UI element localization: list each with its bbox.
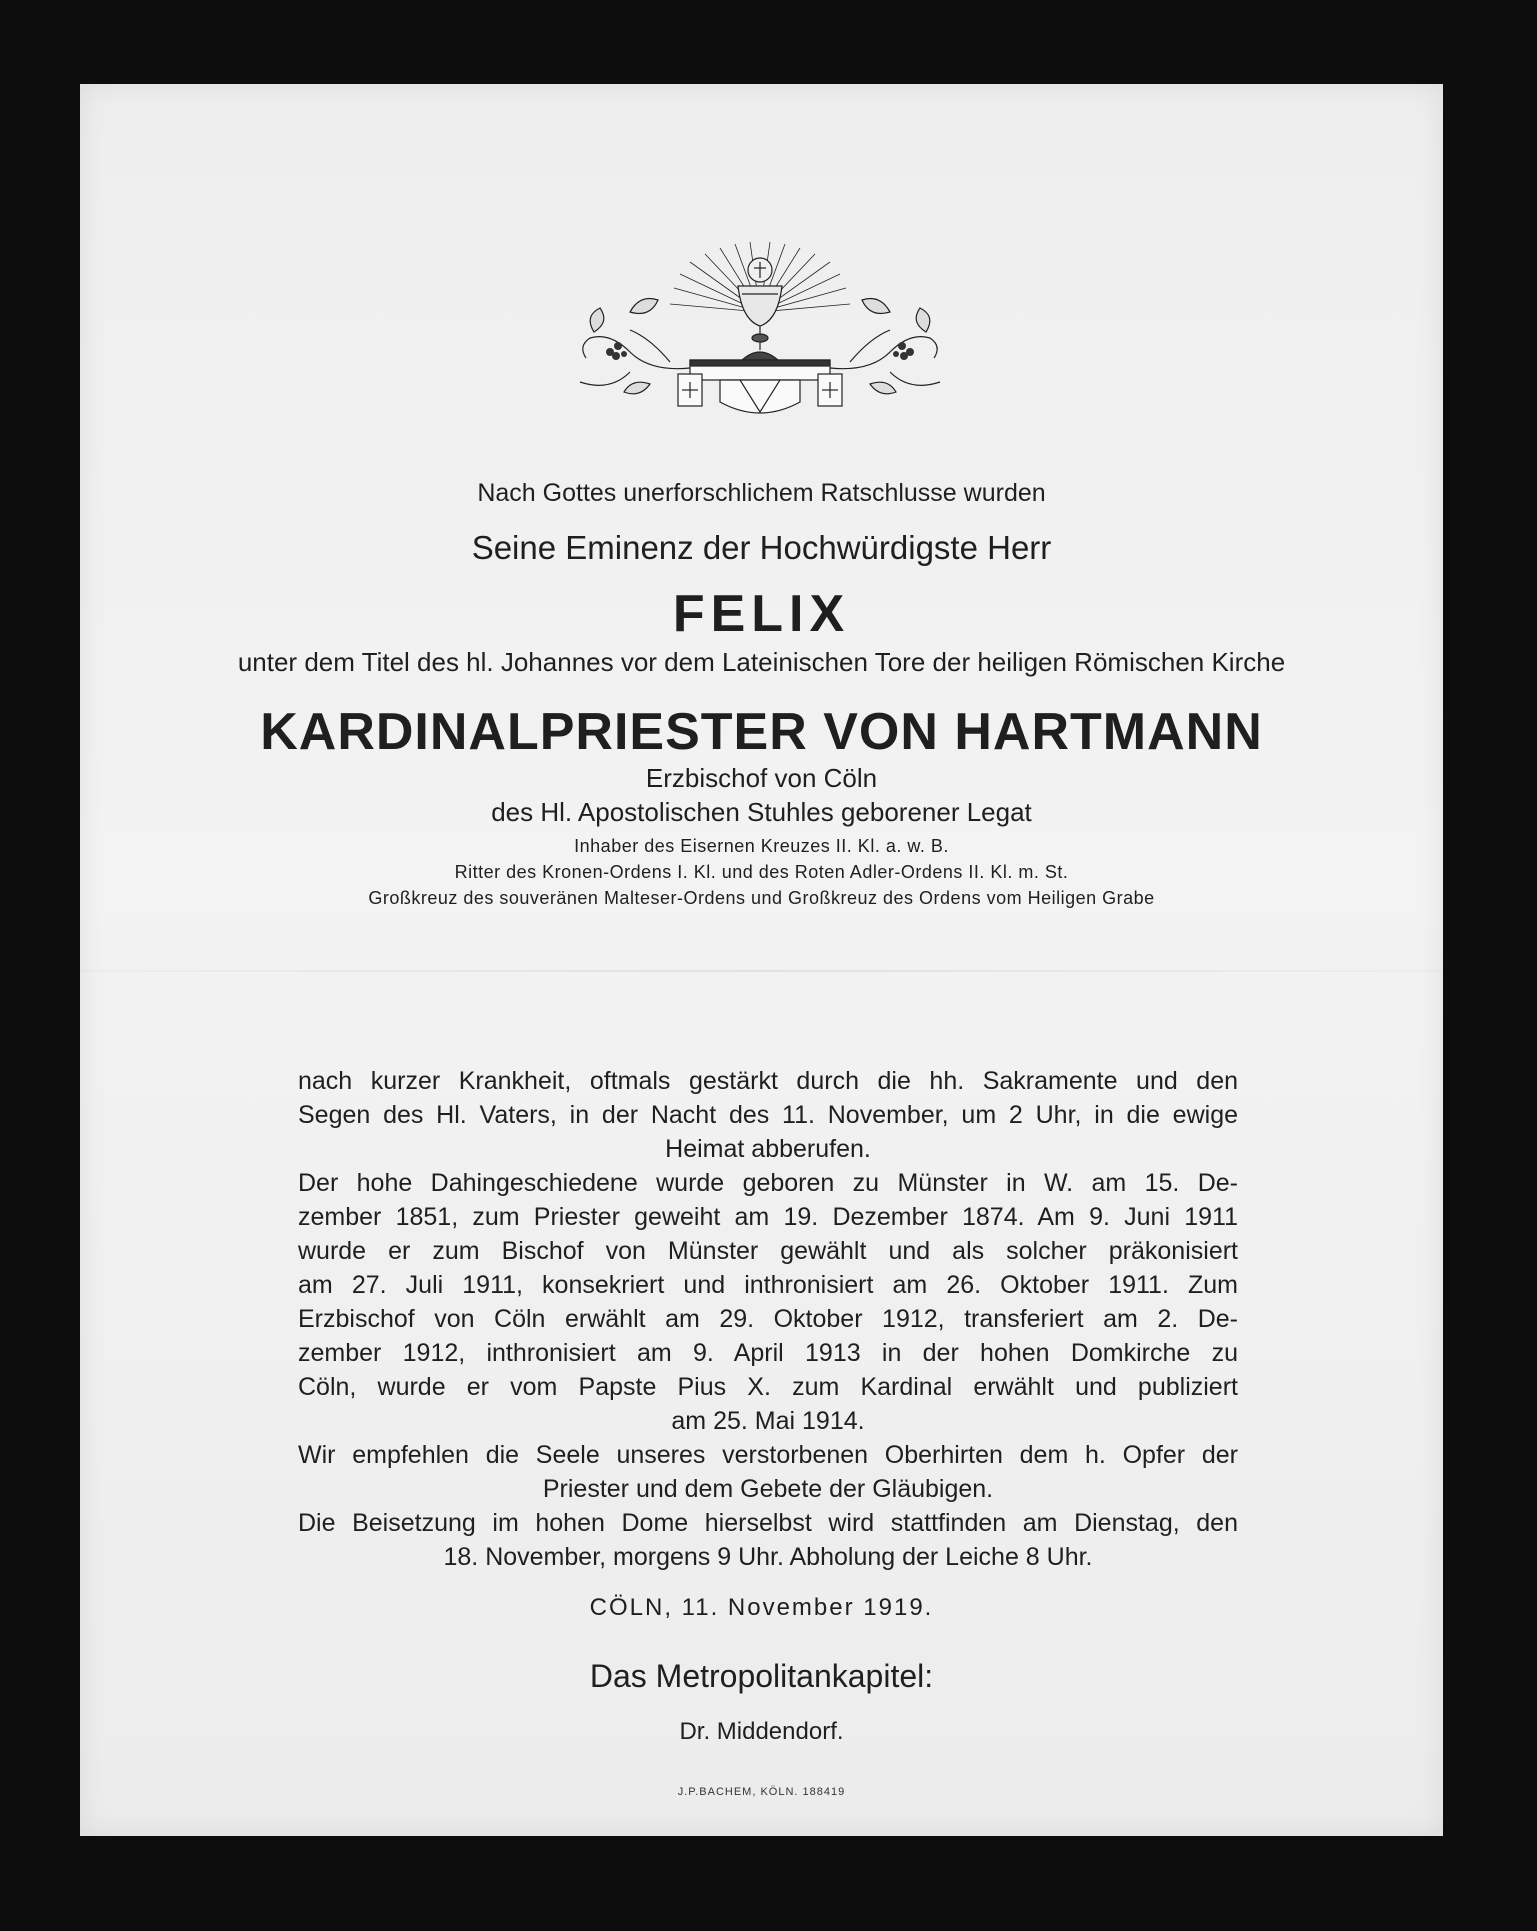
text-line: Heimat abberufen.: [665, 1135, 871, 1163]
text-line: am 25. Mai 1914.: [671, 1407, 865, 1435]
text-line: am 27. Juli 1911, konsekriert und inthronisiert am 26. Oktober 1911. Zum: [298, 1271, 1238, 1299]
paragraph-burial: [298, 1506, 1238, 1574]
text-line: 18. November, morgens 9 Uhr. Abholung der Leiche 8 Uhr.: [443, 1543, 1093, 1571]
text-line: nach kurzer Krankheit, oftmals gestärkt durch die hh. Sakramente und den: [298, 1067, 1238, 1095]
text-line: Segen des Hl. Vaters, in der Nacht des 11. November, um 2 Uhr, in die ewige: [298, 1101, 1238, 1129]
first-name: FELIX: [672, 585, 851, 643]
place-date: CÖLN, 11. November 1919.: [589, 1594, 934, 1621]
text-line: Priester und dem Gebete der Gläubigen.: [542, 1475, 994, 1503]
text-line: zember 1851, zum Priester geweiht am 19. Dezember 1874. Am 9. Juni 1911: [298, 1203, 1238, 1231]
paper-fold: [80, 970, 1443, 972]
legate-line: des Hl. Apostolischen Stuhles geborener Legat: [491, 797, 1032, 827]
eminence-line: Seine Eminenz der Hochwürdigste Herr: [471, 529, 1052, 566]
text-line: zember 1912, inthronisiert am 9. April 1913 in der hohen Domkirche zu: [298, 1339, 1238, 1367]
title-line: unter dem Titel des hl. Johannes vor dem Lateinischen Tore der heiligen Römischen Kirche: [237, 647, 1286, 677]
printer-mark: J.P.BACHEM, KÖLN. 188419: [677, 1786, 846, 1798]
obituary-sheet: [80, 84, 1443, 1836]
chapter-line: Das Metropolitankapitel:: [589, 1658, 934, 1694]
signature: Dr. Middendorf.: [679, 1718, 844, 1745]
paragraph-death: [298, 1064, 1238, 1166]
text-line: Die Beisetzung im hohen Dome hierselbst wird stattfinden am Dienstag, den: [298, 1509, 1238, 1537]
chalice-emblem-icon: [570, 242, 950, 422]
cardinal-name: KARDINALPRIESTER VON HARTMANN: [260, 703, 1263, 761]
honor-line: Ritter des Kronen-Ordens I. Kl. und des Roten Adler-Ordens II. Kl. m. St.: [454, 862, 1069, 882]
honor-line: Großkreuz des souveränen Malteser-Ordens und Großkreuz des Ordens vom Heiligen Grabe: [368, 888, 1155, 908]
office-line: Erzbischof von Cöln: [645, 763, 878, 793]
paragraph-prayer: [298, 1438, 1238, 1506]
obituary-body: [298, 1064, 1238, 1574]
text-line: Wir empfehlen die Seele unseres verstorbenen Oberhirten dem h. Opfer der: [298, 1441, 1238, 1469]
text-line: wurde er zum Bischof von Münster gewählt und als solcher präkonisiert: [298, 1237, 1238, 1265]
text-line: Cöln, wurde er vom Papste Pius X. zum Kardinal erwählt und publiziert: [298, 1373, 1238, 1401]
honor-line: Inhaber des Eisernen Kreuzes II. Kl. a. w. B.: [574, 836, 949, 856]
text-line: Erzbischof von Cöln erwählt am 29. Oktober 1912, transferiert am 2. De-: [298, 1305, 1238, 1333]
intro-line: Nach Gottes unerforschlichem Ratschlusse wurden: [477, 479, 1046, 507]
paragraph-biography: [298, 1166, 1238, 1438]
text-line: Der hohe Dahingeschiedene wurde geboren zu Münster in W. am 15. De-: [298, 1169, 1238, 1197]
